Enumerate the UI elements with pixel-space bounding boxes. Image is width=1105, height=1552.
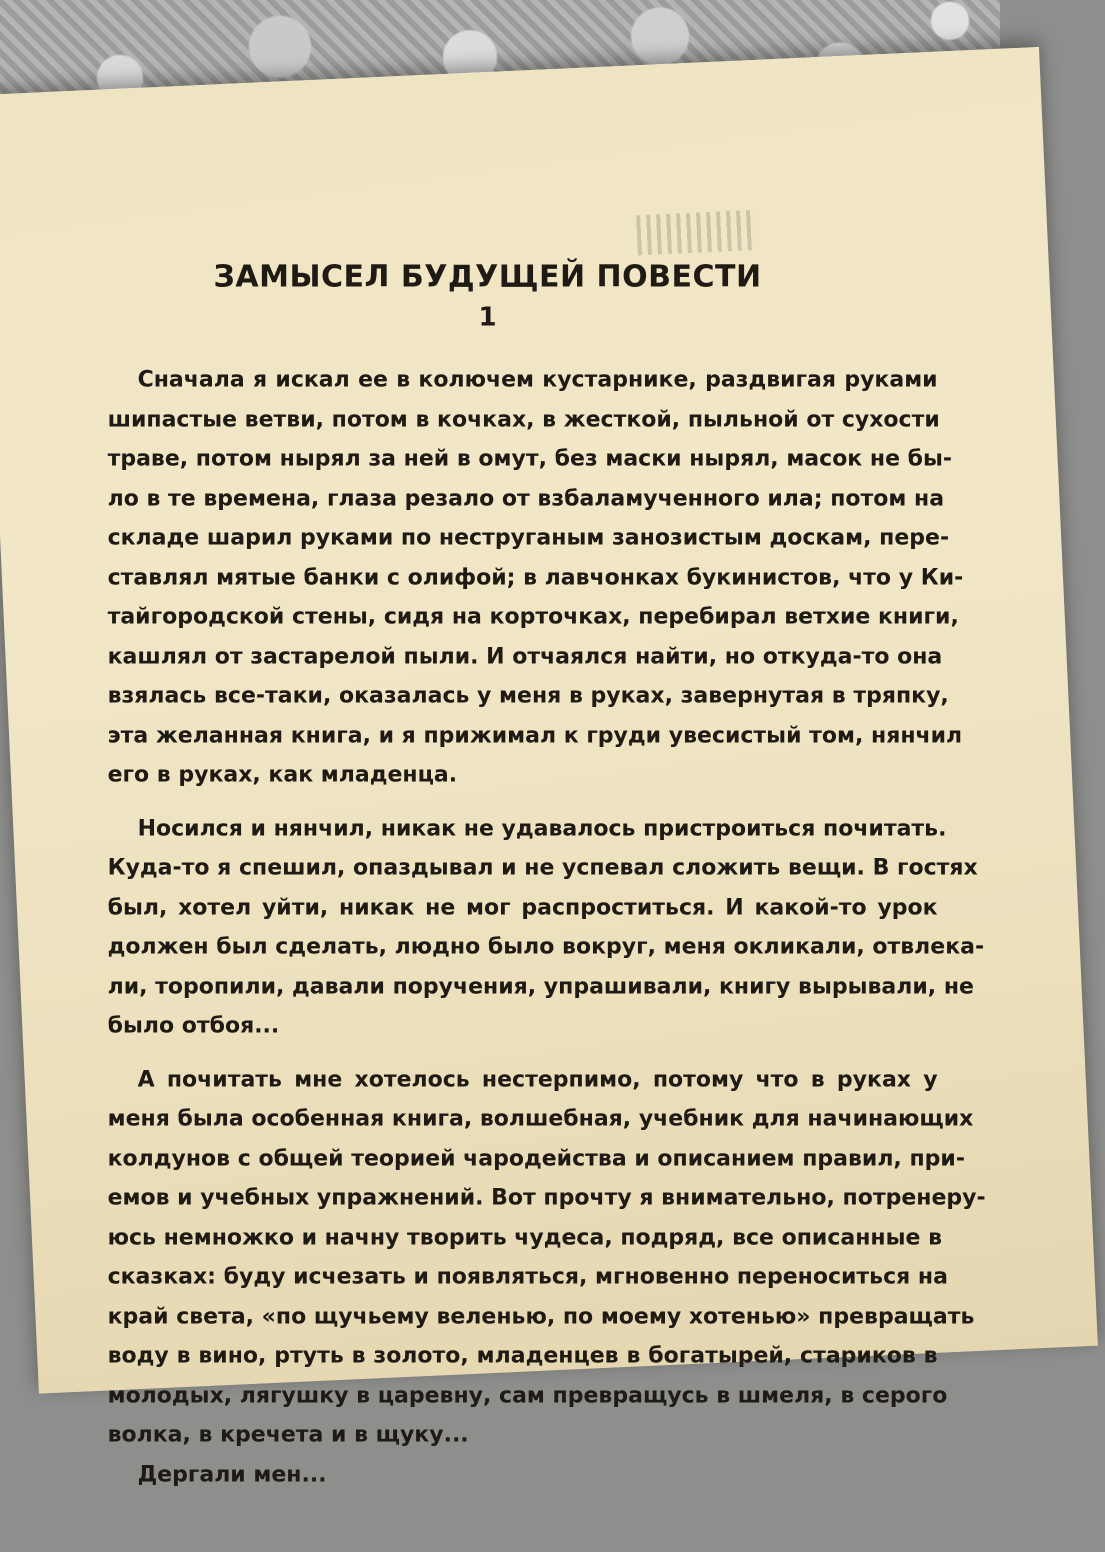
text-line: А почитать мне хотелось нестерпимо, потому что в руках у	[137, 1066, 938, 1092]
paragraph	[107, 360, 964, 795]
text-line: ло в те времена, глаза резало от взбаламученного ила; потом на	[107, 485, 945, 511]
text-line: ставлял мятые банки с олифой; в лавчонках букинистов, что у Ки-	[107, 564, 964, 590]
show-through-print	[636, 210, 758, 255]
text-line: волка, в кречета и в щуку...	[107, 1422, 469, 1448]
chapter-number: 1	[478, 302, 497, 333]
text-line: Дергали мен...	[137, 1461, 327, 1487]
chapter-title: ЗАМЫСЕЛ БУДУЩЕЙ ПОВЕСТИ	[213, 259, 762, 295]
text-line: край света, «по щучьему веленью, по моему хотенью» превращать	[107, 1303, 975, 1329]
text-line: сказках: буду исчезать и появляться, мгновенно переноситься на	[107, 1264, 948, 1290]
text-line: емов и учебных упражнений. Вот прочту я внимательно, потренеру-	[107, 1185, 986, 1211]
text-line: было отбоя...	[107, 1013, 280, 1039]
book-page	[0, 47, 1098, 1487]
text-line: эта желанная книга, и я прижимал к груди увесистый том, нянчил	[107, 722, 963, 748]
text-line: шипастые ветви, потом в кочках, в жесткой, пыльной от сухости	[107, 406, 940, 432]
text-line: Сначала я искал ее в колючем кустарнике, раздвигая руками	[137, 367, 938, 393]
text-line: воду в вино, ртуть в золото, младенцев в богатырей, стариков в	[107, 1343, 938, 1369]
text-line: молодых, лягушку в царевну, сам превращусь в шмеля, в серого	[107, 1382, 948, 1408]
text-line: его в руках, как младенца.	[107, 762, 458, 788]
text-line: взялась все-таки, оказалась у меня в руках, завернутая в тряпку,	[107, 683, 949, 709]
text-line: был, хотел уйти, никак не мог распроститься. И какой-то урок	[107, 894, 938, 920]
text-line: меня была особенная книга, волшебная, учебник для начинающих	[107, 1106, 974, 1132]
text-line: колдунов с общей теорией чародейства и описанием правил, при-	[107, 1145, 965, 1171]
text-line: Куда-то я спешил, опаздывал и не успевал сложить вещи. В гостях	[107, 855, 978, 881]
text-line: Носился и нянчил, никак не удавалось пристроиться почитать.	[137, 815, 947, 841]
paragraph	[107, 1060, 986, 1495]
text-line: кашлял от застарелой пыли. И отчаялся найти, но откуда-то она	[107, 643, 943, 669]
text-line: юсь немножко и начну творить чудеса, подряд, все описанные в	[107, 1224, 943, 1250]
paragraph	[107, 809, 985, 1046]
page-content	[108, 259, 1008, 1508]
text-line: должен был сделать, людно было вокруг, меня окликали, отвлека-	[107, 934, 985, 960]
text-line: траве, потом нырял за ней в омут, без маски нырял, масок не бы-	[107, 446, 953, 472]
text-line: складе шарил руками по неструганым занозистым доскам, пере-	[107, 525, 950, 551]
text-line: ли, торопили, давали поручения, упрашивали, книгу вырывали, не	[107, 973, 974, 999]
text-line: тайгородской стены, сидя на корточках, перебирал ветхие книги,	[107, 604, 959, 630]
